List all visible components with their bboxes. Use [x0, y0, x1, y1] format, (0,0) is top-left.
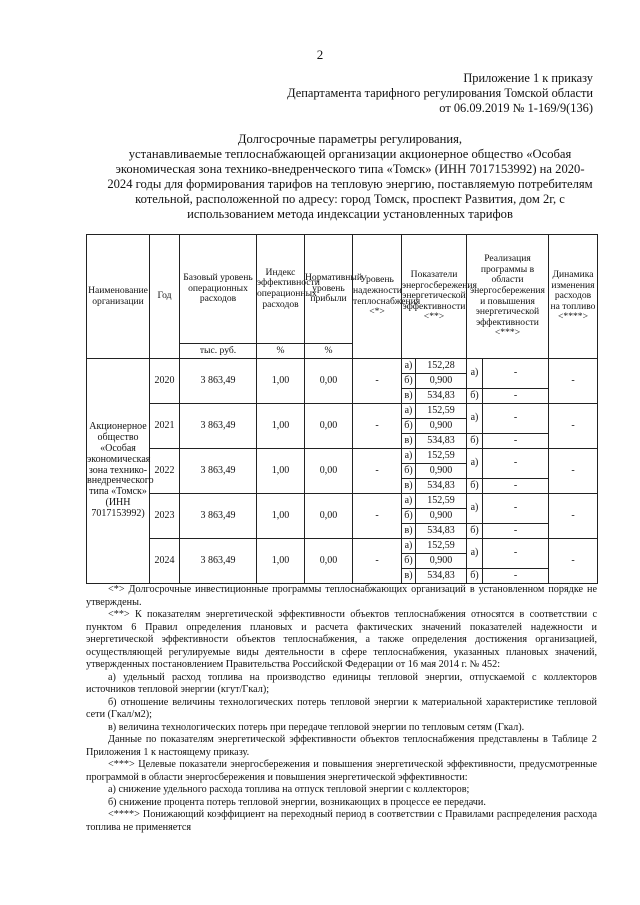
- program-label: б): [467, 389, 483, 404]
- footnote-paragraph: а) удельный расход топлива на производство единицы тепловой энергии, отпускаемой с коллекторов источников тепловой энергии (кгут/Гкал);: [86, 671, 597, 695]
- title-line: использованием метода индексации установленных тарифов: [187, 207, 513, 221]
- index-cell: 1,00: [257, 359, 305, 404]
- program-label: б): [467, 524, 483, 539]
- footnote-paragraph: Данные по показателям энергетической эффективности объектов теплоснабжения представлены в Таблице 2 Приложения 1 к настоящему приказу.: [86, 734, 597, 758]
- energy-label: а): [402, 539, 416, 554]
- year-cell: 2023: [150, 494, 180, 539]
- dynamics-cell: -: [549, 539, 598, 584]
- program-label: б): [467, 434, 483, 449]
- header-org: Наименование организации: [87, 235, 150, 359]
- header-dynamics: Динамика изменения расходов на топливо <****>: [549, 235, 598, 359]
- program-label: а): [467, 449, 483, 479]
- title-line: котельной, расположенной по адресу: город Томск, проспект Развития, дом 2г, с: [135, 192, 565, 206]
- energy-label: б): [402, 509, 416, 524]
- program-value: -: [483, 569, 549, 584]
- energy-value: 534,83: [416, 569, 467, 584]
- header-year: Год: [150, 235, 180, 359]
- document-title: [90, 132, 610, 222]
- footnote-paragraph: <***> Целевые показатели энергосбережения и повышения энергетической эффективности, предусмотренные программой в области энергосбережения и повышения энергетической эффективности:: [86, 759, 597, 783]
- energy-label: б): [402, 419, 416, 434]
- energy-label: б): [402, 464, 416, 479]
- index-cell: 1,00: [257, 404, 305, 449]
- dynamics-cell: -: [549, 359, 598, 404]
- energy-value: 152,59: [416, 539, 467, 554]
- title-line: 2024 годы для формирования тарифов на тепловую энергию, поставляемую потребителям: [107, 177, 593, 191]
- program-value: -: [483, 449, 549, 479]
- title-line: устанавливаемые теплоснабжающей организации акционерное общество «Особая: [128, 147, 572, 161]
- energy-label: б): [402, 554, 416, 569]
- year-cell: 2020: [150, 359, 180, 404]
- program-label: а): [467, 494, 483, 524]
- energy-value: 534,83: [416, 524, 467, 539]
- norm-cell: 0,00: [305, 539, 353, 584]
- program-label: а): [467, 404, 483, 434]
- footnote-paragraph: а) снижение удельного расхода топлива на отпуск тепловой энергии с коллекторов;: [108, 784, 470, 795]
- energy-value: 0,900: [416, 509, 467, 524]
- energy-label: а): [402, 449, 416, 464]
- unit-index: %: [257, 344, 305, 359]
- table-row: [87, 449, 598, 464]
- energy-label: в): [402, 569, 416, 584]
- header-index: Индекс эффективности операционных расходов: [257, 235, 305, 344]
- appendix-line-1: Приложение 1 к приказу: [463, 71, 593, 85]
- energy-value: 152,59: [416, 449, 467, 464]
- table-row: [87, 359, 598, 374]
- energy-label: а): [402, 359, 416, 374]
- page-number: 2: [316, 47, 324, 62]
- program-value: -: [483, 359, 549, 389]
- parameters-table: [86, 234, 598, 584]
- dynamics-cell: -: [549, 404, 598, 449]
- base-cell: 3 863,49: [180, 494, 257, 539]
- footnote-paragraph: б) снижение процента потерь тепловой энергии, возникающих в процессе ее передачи.: [108, 796, 486, 808]
- reliability-cell: -: [353, 539, 402, 584]
- footnote-paragraph: б) отношение величины технологических потерь тепловой энергии к материальной характеристике тепловой сети (Гкал/м2);: [86, 696, 597, 720]
- index-cell: 1,00: [257, 539, 305, 584]
- energy-value: 534,83: [416, 434, 467, 449]
- program-value: -: [483, 524, 549, 539]
- program-label: б): [467, 569, 483, 584]
- header-reliability: Уровень надежности теплоснабжения <*>: [353, 235, 402, 359]
- base-cell: 3 863,49: [180, 359, 257, 404]
- table-row: [87, 494, 598, 509]
- program-label: б): [467, 479, 483, 494]
- footnote-paragraph: <**> К показателям энергетической эффективности объектов теплоснабжения относятся в соответствии с пунктом 6 Правил определения плановых и расчета фактических значений показателей надежности и энергетической эффективности объектов теплоснабжения, а также определения достижения организацией, осуществляющей регулируемые виды деятельности в сфере теплоснабжения, указанных плановых значений, утвержденных постановлением Правительства Российской Федерации от 16 мая 2014 г. № 452:: [86, 609, 597, 670]
- unit-base: тыс. руб.: [180, 344, 257, 359]
- unit-norm: %: [305, 344, 353, 359]
- program-value: -: [483, 404, 549, 434]
- header-energy: Показатели энергосбережения энергетической эффективности <**>: [402, 235, 467, 359]
- reliability-cell: -: [353, 449, 402, 494]
- header-norm: Нормативный уровень прибыли: [305, 235, 353, 344]
- energy-value: 534,83: [416, 389, 467, 404]
- program-value: -: [483, 494, 549, 524]
- energy-label: в): [402, 389, 416, 404]
- index-cell: 1,00: [257, 494, 305, 539]
- year-cell: 2022: [150, 449, 180, 494]
- year-cell: 2021: [150, 404, 180, 449]
- program-value: -: [483, 479, 549, 494]
- appendix-line-2: Департамента тарифного регулирования Томской области: [287, 86, 593, 100]
- base-cell: 3 863,49: [180, 449, 257, 494]
- footnotes: [86, 584, 597, 834]
- title-line: экономическая зона технико-внедренческого типа «Томск» (ИНН 7017153992) на 2020-: [115, 162, 585, 176]
- energy-value: 0,900: [416, 419, 467, 434]
- reliability-cell: -: [353, 404, 402, 449]
- dynamics-cell: -: [549, 449, 598, 494]
- energy-value: 152,59: [416, 404, 467, 419]
- energy-label: в): [402, 524, 416, 539]
- base-cell: 3 863,49: [180, 404, 257, 449]
- norm-cell: 0,00: [305, 404, 353, 449]
- header-program: Реализация программы в области энергосбережения и повышения энергетической эффективности <***>: [467, 235, 549, 359]
- base-cell: 3 863,49: [180, 539, 257, 584]
- index-cell: 1,00: [257, 449, 305, 494]
- dynamics-cell: -: [549, 494, 598, 539]
- footnote-paragraph: <*> Долгосрочные инвестиционные программы теплоснабжающих организаций в установленном порядке не утверждены.: [86, 584, 597, 608]
- energy-value: 0,900: [416, 374, 467, 389]
- table-row: [87, 539, 598, 554]
- table-row: [87, 404, 598, 419]
- energy-label: в): [402, 434, 416, 449]
- energy-value: 0,900: [416, 464, 467, 479]
- footnote-paragraph: в) величина технологических потерь при передаче тепловой энергии по тепловым сетям (Гкал).: [108, 721, 525, 733]
- header-base: Базовый уровень операционных расходов: [180, 235, 257, 344]
- energy-value: 534,83: [416, 479, 467, 494]
- title-line: Долгосрочные параметры регулирования,: [237, 132, 463, 146]
- reliability-cell: -: [353, 359, 402, 404]
- reliability-cell: -: [353, 494, 402, 539]
- norm-cell: 0,00: [305, 359, 353, 404]
- energy-label: а): [402, 404, 416, 419]
- org-name-cell: Акционерное общество «Особая экономическая зона технико-внедренческого типа «Томск» (ИНН 7017153992): [87, 359, 150, 584]
- energy-value: 0,900: [416, 554, 467, 569]
- energy-label: а): [402, 494, 416, 509]
- program-value: -: [483, 389, 549, 404]
- norm-cell: 0,00: [305, 449, 353, 494]
- energy-label: б): [402, 374, 416, 389]
- energy-value: 152,59: [416, 494, 467, 509]
- program-value: -: [483, 434, 549, 449]
- footnote-paragraph: <****> Понижающий коэффициент на переходный период в соответствии с Правилами распределения расхода топлива не применяется: [86, 809, 597, 833]
- program-label: а): [467, 359, 483, 389]
- year-cell: 2024: [150, 539, 180, 584]
- program-label: а): [467, 539, 483, 569]
- energy-value: 152,28: [416, 359, 467, 374]
- energy-label: в): [402, 479, 416, 494]
- program-value: -: [483, 539, 549, 569]
- appendix-line-3: от 06.09.2019 № 1-169/9(136): [439, 101, 593, 115]
- norm-cell: 0,00: [305, 494, 353, 539]
